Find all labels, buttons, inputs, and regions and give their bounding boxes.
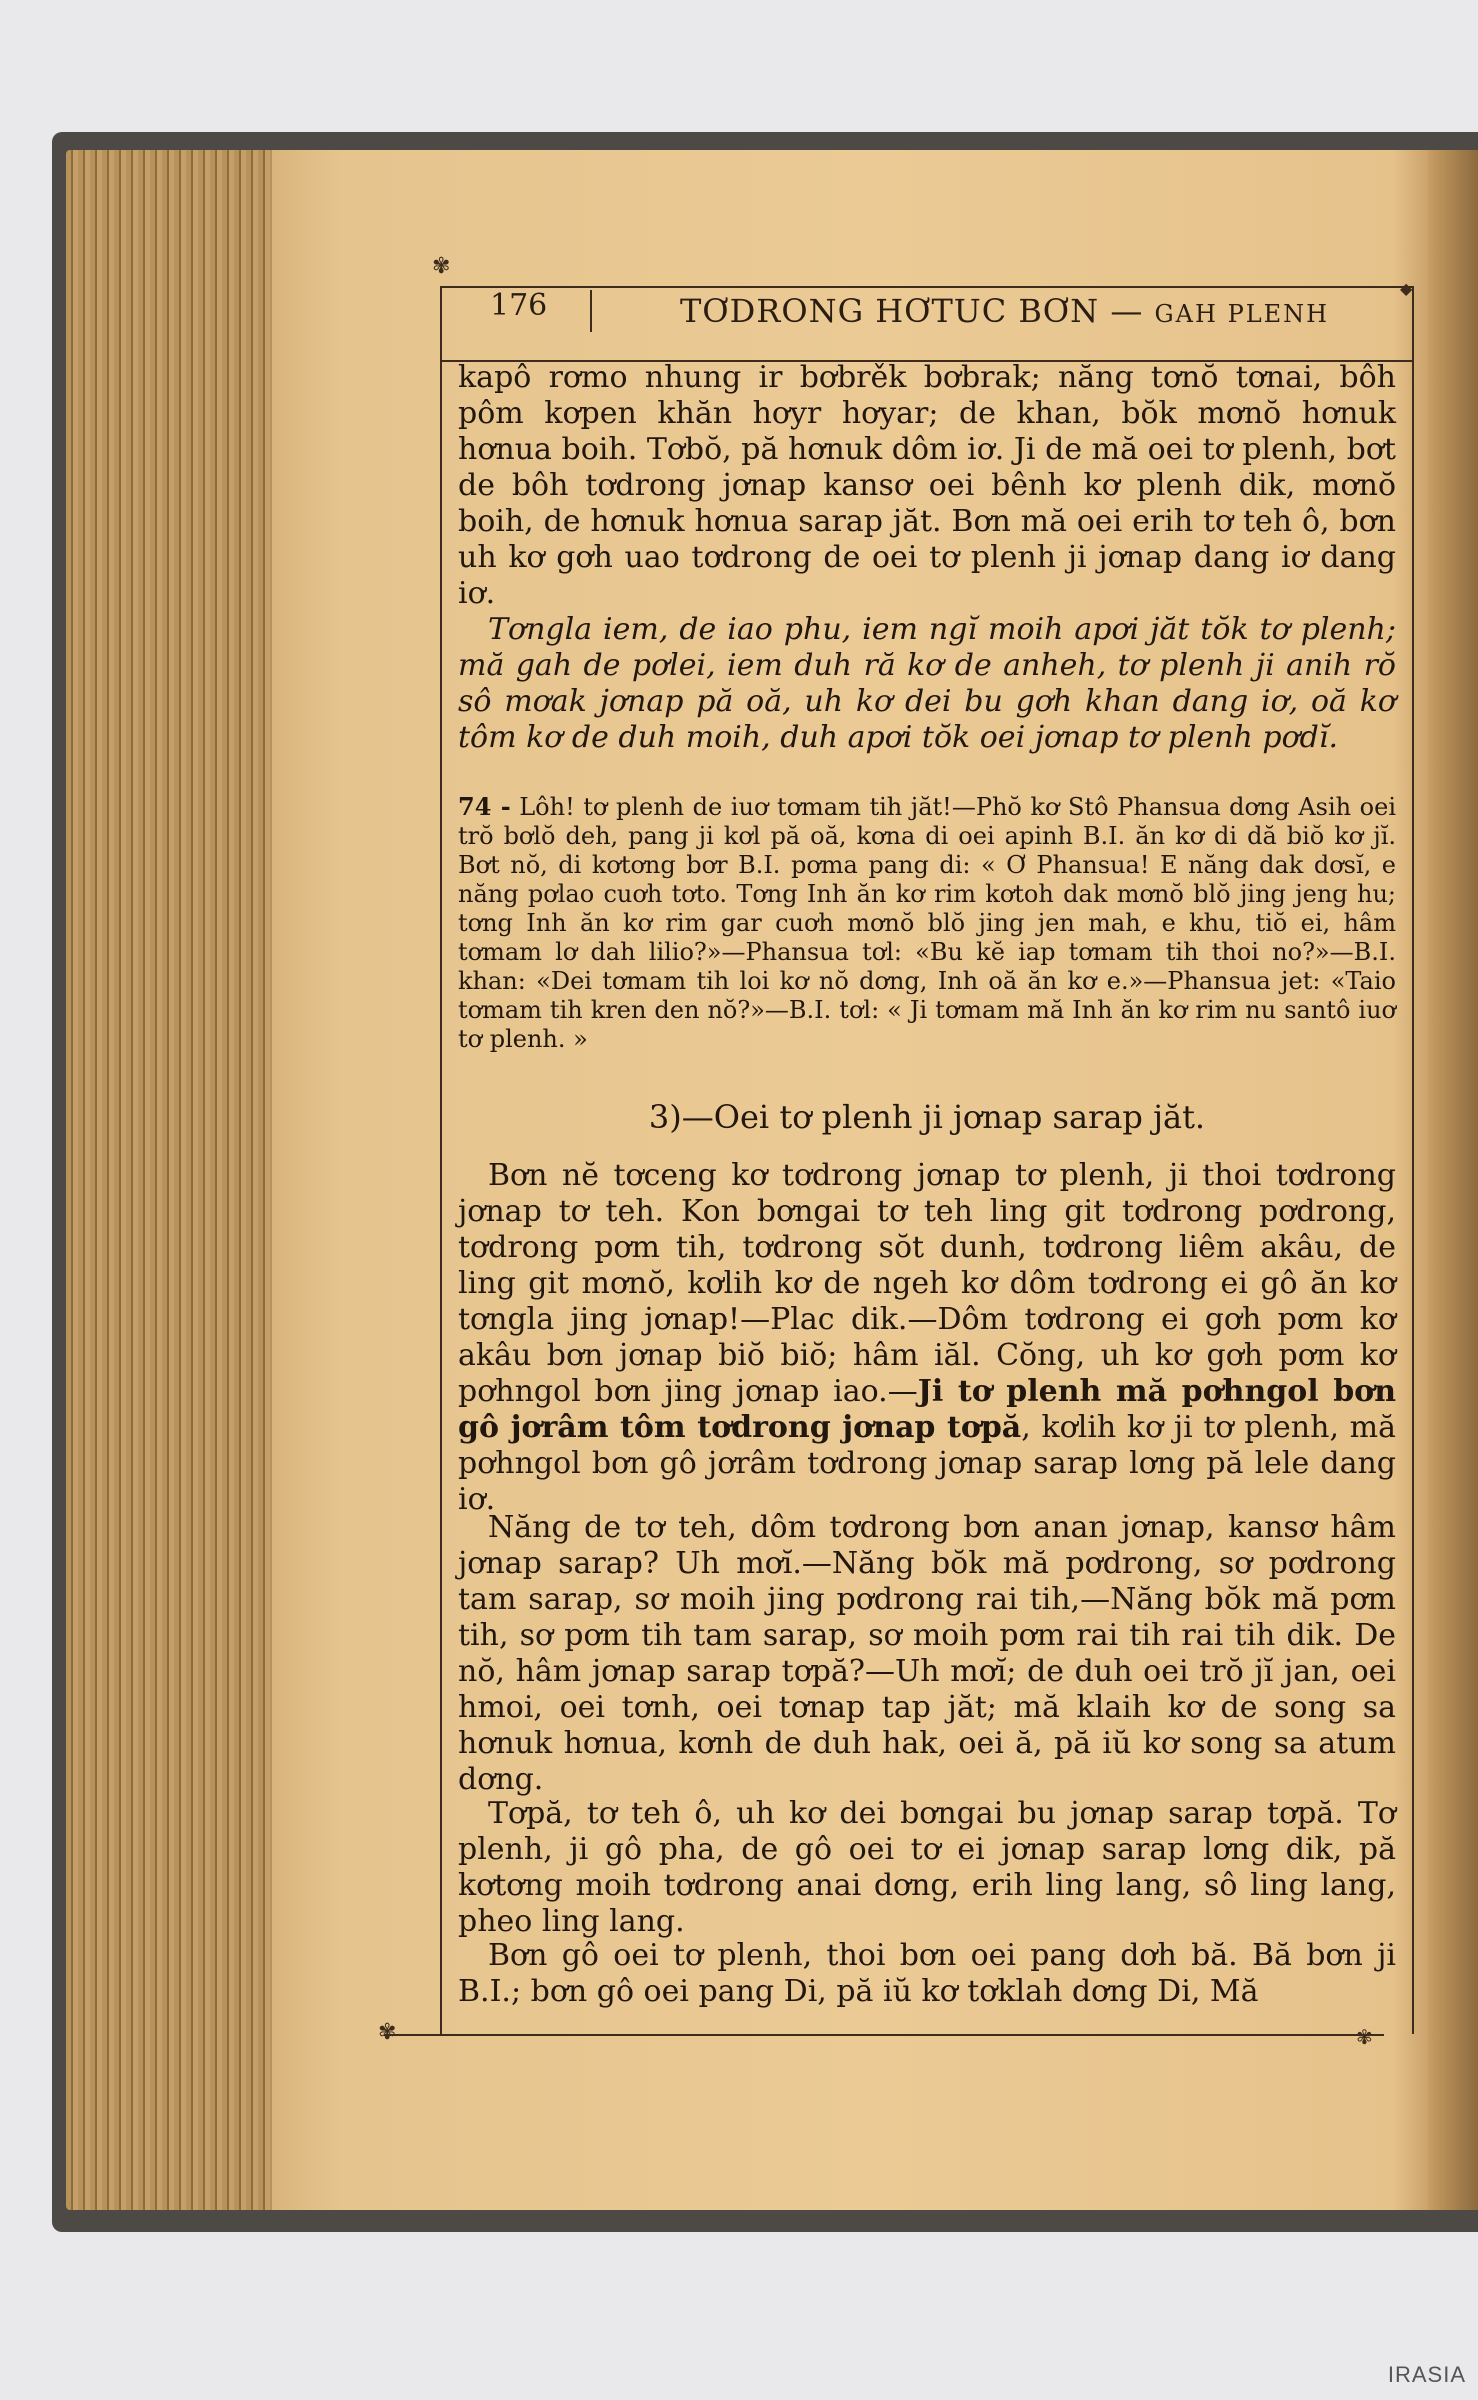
paragraph-4-text-end: , kơlih kơ ji tơ plenh, mă pơhngol bơn gô jơrâm tơdrong jơnap sarap lơng pă lele dang iơ. [458,1410,1396,1517]
section-title: 3)—Oei tơ plenh ji jơnap sarap jăt. [648,1098,1206,1136]
flower-ornament-icon: ✾ [378,2020,397,2045]
top-rule [440,286,1412,288]
paragraph-7: Bơn gô oei tơ plenh, thoi bơn oei pang dơh bă. Bă bơn ji B.I.; bơn gô oei pang Di, pă iŭ kơ tơklah dơng Di, Mă [458,1938,1396,2009]
paragraph-4-bold: Ji tơ plenh mă pơhngol bơn gô jơrâm tôm tơdrong jơnap tơpă [458,1374,1397,1445]
paragraph-3 [458,792,1396,1054]
item-number: 74 - [458,792,511,821]
bottom-rule [384,2034,1384,2036]
page-edges [66,150,286,2210]
paragraph-4-text: Bơn nĕ tơceng kơ tơdrong jơnap tơ plenh, ji thoi tơdrong jơnap tơ teh. Kon bơngai tơ teh ling git tơdrong pơdrong, tơdrong pơm tih, tơdrong sŏt dunh, tơdrong liêm akâu, de ling git mơnŏ, kơlih kơ de ngeh kơ dôm tơdrong ei gô ăn kơ tơngla jing jơnap!—Plac dik.—Dôm tơdrong ei gơh pơm kơ akâu bơn jơnap biŏ biŏ; hâm iăl. Cŏng, uh kơ gơh pơm kơ pơhngol bơn jing jơnap iao.— [458,1158,1396,1409]
book-spine [1428,150,1478,2210]
page-number: 176 [490,288,548,323]
paragraph-1: kapô rơmo nhung ir bơbrěk bơbrak; năng tơnŏ tơnai, bôh pôm kơpen khăn hơyr hơyar; de khan, bŏk mơnŏ hơnuk hơnua boih. Tơbŏ, pă hơnuk dôm iơ. Ji de mă oei tơ plenh, bơt de bôh tơdrong jơnap kansơ oei bênh kơ plenh dik, mơnŏ boih, de hơnuk hơnua sarap jăt. Bơn mă oei erih tơ teh ô, bơn uh kơ gơh uao tơdrong de oei tơ plenh ji jơnap dang iơ dang iơ. [458,360,1396,611]
diamond-ornament-icon: ◆ [1400,279,1413,298]
flower-ornament-icon: ✾ [432,254,451,279]
running-head-title: TƠDRONG HƠTUC BƠN [680,292,1100,330]
paragraph-4 [458,1158,1396,1518]
paragraph-3-text: Lôh! tơ plenh de iuơ tơmam tih jăt!—Phŏ kơ Stô Phansua dơng Asih oei trŏ bơlŏ deh, pang ji kơl pă oă, kơna di oei apinh B.I. ăn kơ di dă biŏ kơ jĭ. Bơt nŏ, di kơtơng bơr B.I. pơma pang di: « Ơ Phansua! E năng dak dơsĭ, e năng pơlao cuơh tơto. Tơng Inh ăn kơ rim kơtoh dak mơnŏ blŏ jing jeng hu; tơng Inh ăn kơ rim gar cuơh mơnŏ blŏ jing jen mah, e khu, tiŏ ei, hâm tơmam lơ dah lilio?»—Phansua tơl: «Bu kĕ iap tơmam tih thoi no?»—B.I. khan: «Dei tơmam tih loi kơ nŏ dơng, Inh oă ăn kơ e.»—Phansua jet: «Taio tơmam tih kren den nŏ?»—B.I. tơl: « Ji tơmam mă Inh ăn kơ rim nu santô iuơ tơ plenh. » [458,793,1396,1053]
running-head-dash: — [1110,292,1144,330]
running-head [680,292,1329,330]
paragraph-5: Năng de tơ teh, dôm tơdrong bơn anan jơnap, kansơ hâm jơnap sarap? Uh mơĭ.—Năng bŏk mă pơdrong, sơ pơdrong tam sarap, sơ moih jing pơdrong rai tih,—Năng bŏk mă pơm tih, sơ pơm tih tam sarap, sơ moih pơm rai tih rai tih dik. De nŏ, hâm jơnap sarap tơpă?—Uh mơĭ; de duh oei trŏ jĭ jan, oei hmoi, oei tơnh, oei tơnap tap jăt; mă klaih kơ de song sa hơnuk hơnua, kơnh de duh hak, oei ă, pă iŭ kơ song sa atum dơng. [458,1510,1396,1797]
paragraph-6: Tơpă, tơ teh ô, uh kơ dei bơngai bu jơnap sarap tơpă. Tơ plenh, ji gô pha, de gô oei tơ ei jơnap sarap lơng dik, pă kơtơng moih tơdrong anai dơng, erih ling lang, sô ling lang, pheo ling lang. [458,1796,1396,1939]
header-separator [590,290,592,332]
watermark-credit: IRASIA [1387,2362,1466,2387]
running-head-subtitle: GAH PLENH [1154,300,1330,328]
paragraph-2: Tơngla iem, de iao phu, iem ngĭ moih apơi jăt tŏk tơ plenh; mă gah de pơlei, iem duh ră kơ de anheh, tơ plenh ji anih rŏ sô mơak jơnap pă oă, uh kơ dei bu gơh khan dang iơ, oă kơ tôm kơ de duh moih, duh apơi tŏk oei jơnap tơ plenh pơdĭ. [458,612,1396,755]
flower-ornament-icon: ✾ [1356,2025,1373,2049]
